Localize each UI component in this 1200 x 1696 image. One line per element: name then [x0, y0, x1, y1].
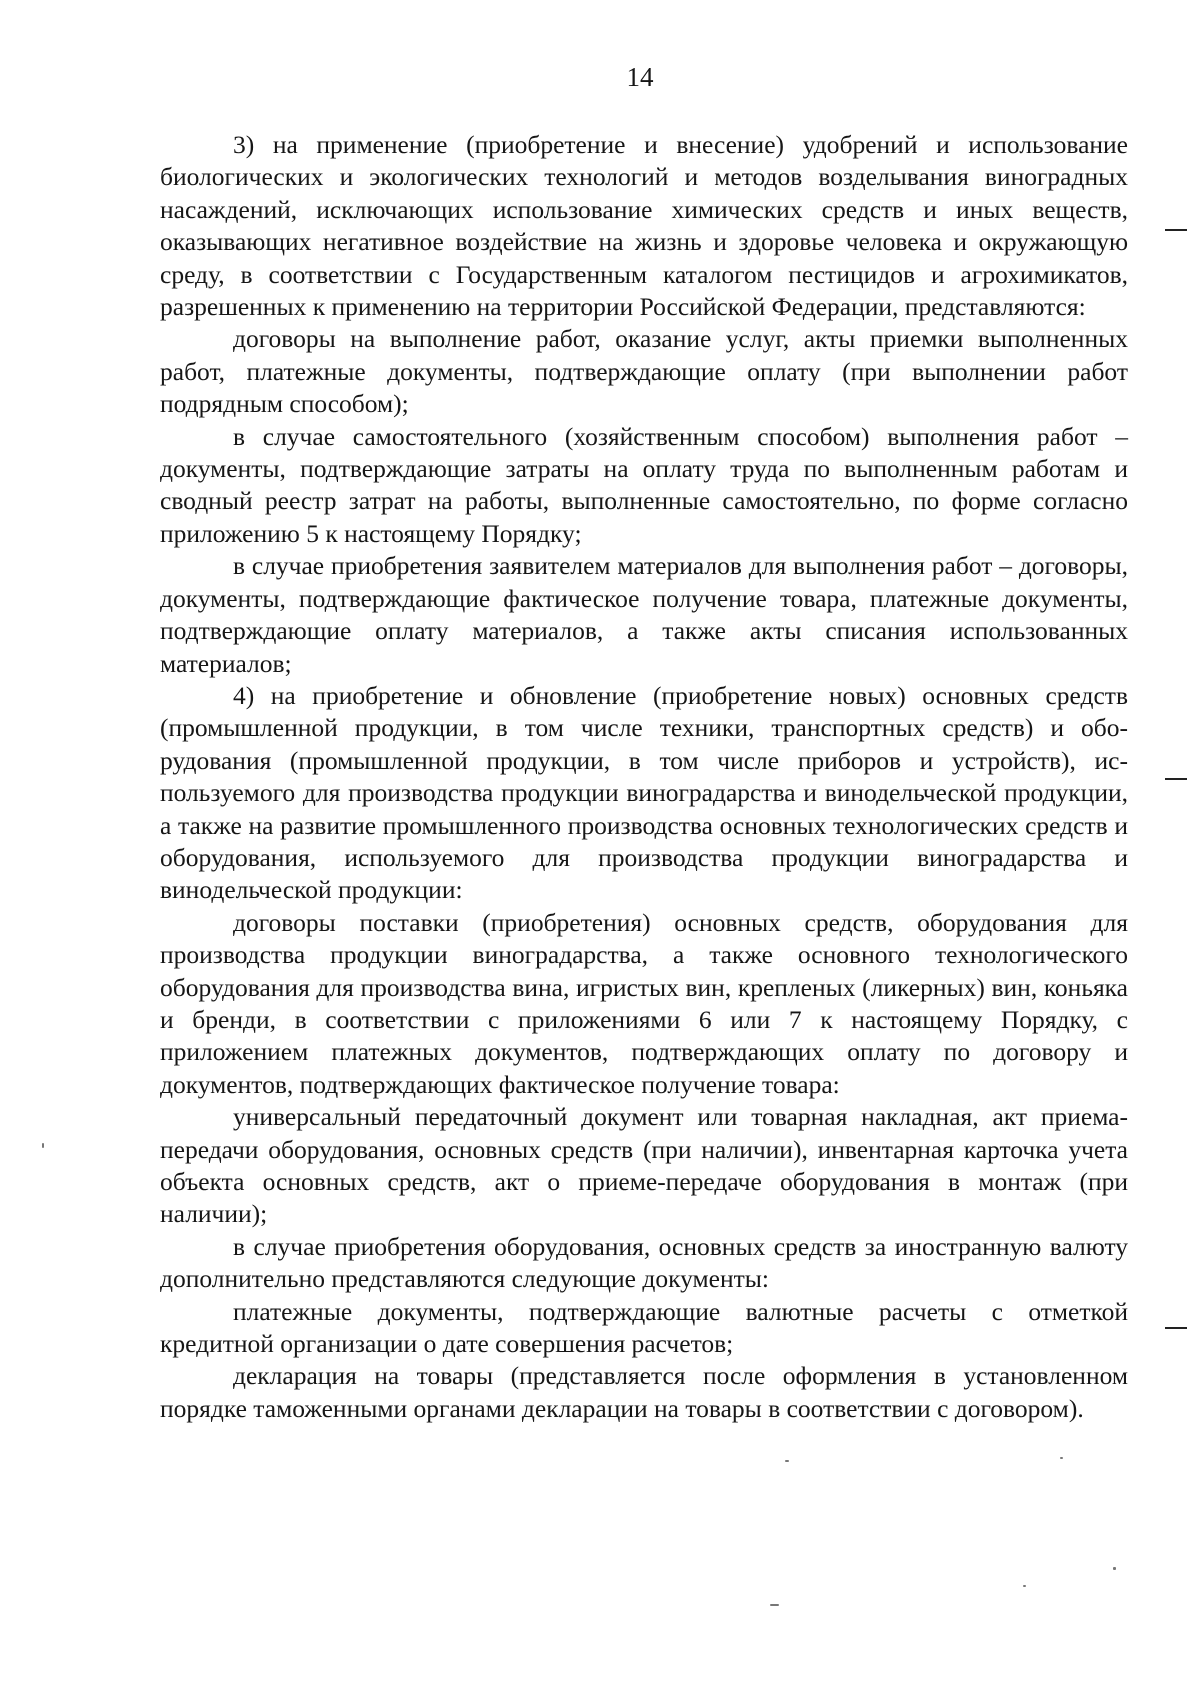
scan-speck [1113, 1567, 1116, 1570]
scan-speck [1060, 1457, 1063, 1459]
paragraph-customs-declaration: декларация на товары (представляется после оформления в установленном порядке таможенными органами декларации на товары в соответствии с договором). [160, 1361, 1128, 1423]
scan-speck [770, 1604, 779, 1606]
margin-mark [1165, 229, 1187, 231]
paragraph-foreign-currency: в случае приобретения оборудования, основных средств за иностранную валюту дополнительно представляются следующие документы: [160, 1231, 1128, 1294]
paragraph-fertilizers-item-3: 3) на применение (приобретение и внесение) удобрений и использование биологических и экологических технологий и методов возделывания виноградных насаждений, исключающих использование химических средств и иных веществ, оказывающих негативное воздействие на жизнь и здоровье человека и окружающую среду, в соответствии с Государственным каталогом пестицидов и агрохимикатов, разрешенных к применению на территории Российской Федерации, представляются: [160, 130, 1128, 322]
paragraph-contracts-works: договоры на выполнение работ, оказание услуг, акты приемки выполненных работ, платежные документы, подтверждающие оплату (при выполнении работ подрядным способом); [160, 324, 1128, 419]
paragraph-transfer-documents: универсальный передаточный документ или товарная накладная, акт приема-передачи оборудования, основных средств (при наличии), инвентарная карточка учета объекта основных средств, акт о приеме-передаче оборудования в монтаж (при наличии); [160, 1102, 1128, 1229]
paragraph-materials: в случае приобретения заявителем материалов для выполнения работ – договоры, документы, подтверждающие фактическое получение товара, платежные документы, подтверждающие оплату материалов, а также акты списания использованных материалов; [160, 551, 1128, 678]
margin-mark [1165, 1327, 1187, 1329]
paragraph-fixed-assets-item-4: 4) на приобретение и обновление (приобретение новых) основных средств (промышленной продукции, в том числе техники, транспортных средств) и оборудования (промышленной продукции, в том числе приборов и устройств), используемого для производства продукции виноградарства и винодельческой продукции, а также на развитие промышленного производства основных технологических средств и оборудования, используемого для производства продукции виноградарства и винодельческой продукции: [160, 680, 1128, 905]
document-body [160, 129, 1128, 1425]
paragraph-supply-contracts: договоры поставки (приобретения) основных средств, оборудования для производства продукции виноградарства, а также основного технологического оборудования для производства вина, игристых вин, крепленых (ликерных) вин, коньяка и бренди, в соответствии с приложениями 6 или 7 к настоящему Порядку, с приложением платежных документов, подтверждающих оплату по договору и документов, подтверждающих фактическое получение товара: [160, 907, 1128, 1099]
scan-speck [42, 1143, 44, 1148]
page-number: 14 [626, 62, 654, 92]
scan-speck [785, 1460, 789, 1462]
paragraph-own-works: в случае самостоятельного (хозяйственным способом) выполнения работ – документы, подтверждающие затраты на оплату труда по выполненным работам и сводный реестр затрат на работы, выполненные самостоятельно, по форме согласно приложению 5 к настоящему Порядку; [160, 421, 1128, 548]
paragraph-currency-payments: платежные документы, подтверждающие валютные расчеты с отметкой кредитной организации о дате совершения расчетов; [160, 1296, 1128, 1359]
margin-mark [1165, 778, 1187, 780]
scan-speck [1023, 1585, 1026, 1587]
